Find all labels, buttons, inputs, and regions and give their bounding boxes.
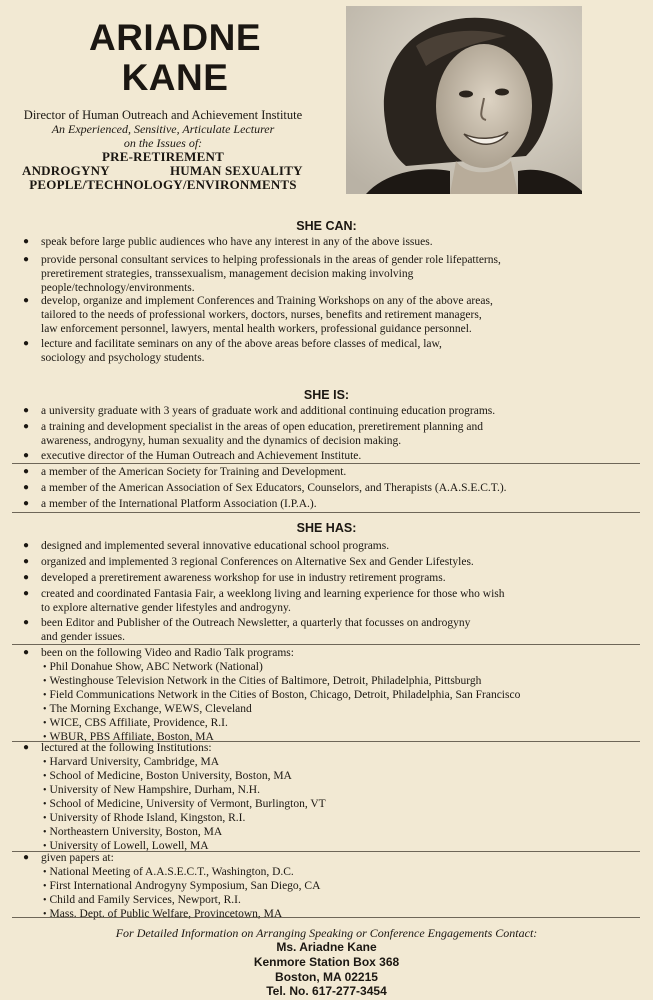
item-line: organized and implemented 3 regional Conferences on Alternative Sex and Gender Lifestyles. (41, 556, 474, 568)
sub-bullet-icon: • (43, 813, 47, 824)
item-line: to explore alternative gender lifestyles and androgyny. (41, 602, 291, 614)
divider (12, 917, 640, 918)
bullet-icon: ● (23, 450, 30, 461)
bullet-icon: ● (23, 742, 30, 753)
contact-address-line1: Kenmore Station Box 368 (253, 955, 400, 969)
sub-bullet-icon: • (43, 799, 47, 810)
item-line: been on the following Video and Radio Talk programs: (41, 647, 294, 659)
paper-venue-text: Child and Family Services, Newport, R.I. (49, 894, 241, 906)
talk-program (43, 702, 252, 717)
item-line: tailored to the needs of professional workers, doctors, nurses, benefits and retirement managers, (41, 309, 482, 321)
bullet-icon: ● (23, 852, 30, 863)
sub-bullet-icon: • (43, 757, 47, 768)
bullet-icon: ● (23, 405, 30, 416)
topic-people-technology: PEOPLE/TECHNOLOGY/ENVIRONMENTS (29, 177, 297, 192)
sub-bullet-icon: • (43, 895, 47, 906)
divider (12, 644, 640, 645)
speaker-name (50, 18, 300, 98)
portrait-drawing (346, 6, 582, 194)
contact-phone: Tel. No. 617-277-3454 (266, 984, 387, 998)
sub-bullet-icon: • (43, 785, 47, 796)
institution (43, 811, 245, 826)
item-line: lectured at the following Institutions: (41, 742, 212, 754)
item-line: a member of the American Society for Training and Development. (41, 466, 347, 478)
bullet-icon: ● (23, 588, 30, 599)
institution (43, 769, 292, 784)
item-line: a member of the American Association of Sex Educators, Counselors, and Therapists (A.A.S.E.C.T.). (41, 482, 507, 494)
talk-program (43, 674, 481, 689)
sub-bullet-icon: • (43, 690, 47, 701)
she-is-heading: SHE IS: (303, 388, 350, 402)
paper-venue (43, 907, 282, 922)
item-line: been Editor and Publisher of the Outreach Newsletter, a quarterly that focusses on androgyny (41, 617, 471, 629)
item-line: a training and development specialist in the areas of open education, preretirement planning and (41, 421, 483, 433)
lecturer-tagline: An Experienced, Sensitive, Articulate Lecturer (51, 122, 275, 136)
name-first: ARIADNE (88, 17, 262, 58)
sub-bullet-icon: • (43, 704, 47, 715)
sub-bullet-icon: • (43, 867, 47, 878)
portrait-photo (346, 6, 582, 194)
item-line: speak before large public audiences who have any interest in any of the above issues. (41, 236, 433, 248)
bullet-icon: ● (23, 556, 30, 567)
institution (43, 783, 260, 798)
talk-program-text: The Morning Exchange, WEWS, Cleveland (49, 703, 252, 715)
talk-program (43, 688, 520, 703)
paper-venue-text: National Meeting of A.A.S.E.C.T., Washington, D.C. (49, 866, 294, 878)
item-line: a member of the International Platform Association (I.P.A.). (41, 498, 317, 510)
paper-venue-text: First International Androgyny Symposium, San Diego, CA (49, 880, 321, 892)
topic-preretirement: PRE-RETIREMENT (102, 149, 224, 164)
bullet-icon: ● (23, 617, 30, 628)
institution-text: Harvard University, Cambridge, MA (49, 756, 219, 768)
item-line: and gender issues. (41, 631, 125, 643)
item-line: people/technology/environments. (41, 282, 195, 294)
sub-bullet-icon: • (43, 662, 47, 673)
she-can-heading: SHE CAN: (296, 219, 357, 233)
paper-venue (43, 879, 320, 894)
bullet-icon: ● (23, 572, 30, 583)
talk-program-text: WBUR, PBS Affiliate, Boston, MA (49, 731, 214, 743)
sub-bullet-icon: • (43, 841, 47, 852)
item-line: created and coordinated Fantasia Fair, a weeklong living and learning experience for those who wish (41, 588, 505, 600)
divider (12, 512, 640, 513)
institution (43, 797, 326, 812)
topic-human-sexuality: HUMAN SEXUALITY (170, 163, 303, 178)
bullet-icon: ● (23, 540, 30, 551)
institution-text: University of Rhode Island, Kingston, R.I. (49, 812, 246, 824)
issues-intro: on the Issues of: (123, 136, 203, 150)
item-line: a university graduate with 3 years of graduate work and additional continuing education programs. (41, 405, 496, 417)
sub-bullet-icon: • (43, 771, 47, 782)
divider (12, 463, 640, 464)
item-line: awareness, androgyny, human sexuality and the dynamics of decision making. (41, 435, 402, 447)
institution-text: University of New Hampshire, Durham, N.H. (49, 784, 260, 796)
contact-intro: For Detailed Information on Arranging Speaking or Conference Engagements Contact: (115, 926, 538, 940)
sub-bullet-icon: • (43, 732, 47, 743)
bullet-icon: ● (23, 236, 30, 247)
sub-bullet-icon: • (43, 718, 47, 729)
item-line: given papers at: (41, 852, 114, 864)
talk-program-text: Field Communications Network in the Cities of Boston, Chicago, Detroit, Philadelphia, San Francisco (49, 689, 521, 701)
item-line: preretirement strategies, transsexualism, management decision making involving (41, 268, 414, 280)
item-line: sociology and psychology students. (41, 352, 205, 364)
talk-program (43, 716, 228, 731)
she-has-heading: SHE HAS: (296, 521, 357, 535)
bullet-icon: ● (23, 421, 30, 432)
talk-program-text: Phil Donahue Show, ABC Network (National) (49, 661, 263, 673)
bullet-icon: ● (23, 254, 30, 265)
item-line: provide personal consultant services to helping professionals in the areas of gender role lifepatterns, (41, 254, 501, 266)
talk-program-text: Westinghouse Television Network in the Cities of Baltimore, Detroit, Philadelphia, Pittsburgh (49, 675, 482, 687)
talk-program (43, 660, 263, 675)
paper-venue-text: Mass. Dept. of Public Welfare, Provincetown, MA (49, 908, 283, 920)
institution (43, 755, 219, 770)
bullet-icon: ● (23, 466, 30, 477)
sub-bullet-icon: • (43, 881, 47, 892)
contact-name: Ms. Ariadne Kane (276, 940, 377, 954)
bullet-icon: ● (23, 482, 30, 493)
talk-program-text: WICE, CBS Affiliate, Providence, R.I. (49, 717, 228, 729)
institution-text: School of Medicine, University of Vermont, Burlington, VT (49, 798, 326, 810)
item-line: law enforcement personnel, lawyers, mental health workers, professional guidance personnel. (41, 323, 472, 335)
item-line: develop, organize and implement Conferences and Training Workshops on any of the above areas, (41, 295, 493, 307)
item-line: lecture and facilitate seminars on any of the above areas before classes of medical, law, (41, 338, 442, 350)
item-line: developed a preretirement awareness workshop for use in industry retirement programs. (41, 572, 446, 584)
bullet-icon: ● (23, 498, 30, 509)
institution (43, 825, 222, 840)
paper-venue (43, 865, 294, 880)
bullet-icon: ● (23, 647, 30, 658)
topic-androgyny: ANDROGYNY (22, 163, 110, 178)
sub-bullet-icon: • (43, 676, 47, 687)
paper-venue (43, 893, 241, 908)
director-title: Director of Human Outreach and Achievement Institute (23, 108, 303, 122)
contact-address-line2: Boston, MA 02215 (275, 970, 378, 984)
institution-text: Northeastern University, Boston, MA (49, 826, 223, 838)
item-line: executive director of the Human Outreach and Achievement Institute. (41, 450, 362, 462)
item-line: designed and implemented several innovative educational school programs. (41, 540, 390, 552)
institution-text: University of Lowell, Lowell, MA (49, 840, 209, 852)
bullet-icon: ● (23, 295, 30, 306)
institution-text: School of Medicine, Boston University, Boston, MA (49, 770, 292, 782)
sub-bullet-icon: • (43, 827, 47, 838)
bullet-icon: ● (23, 338, 30, 349)
name-last: KANE (121, 57, 229, 98)
sub-bullet-icon: • (43, 909, 47, 920)
